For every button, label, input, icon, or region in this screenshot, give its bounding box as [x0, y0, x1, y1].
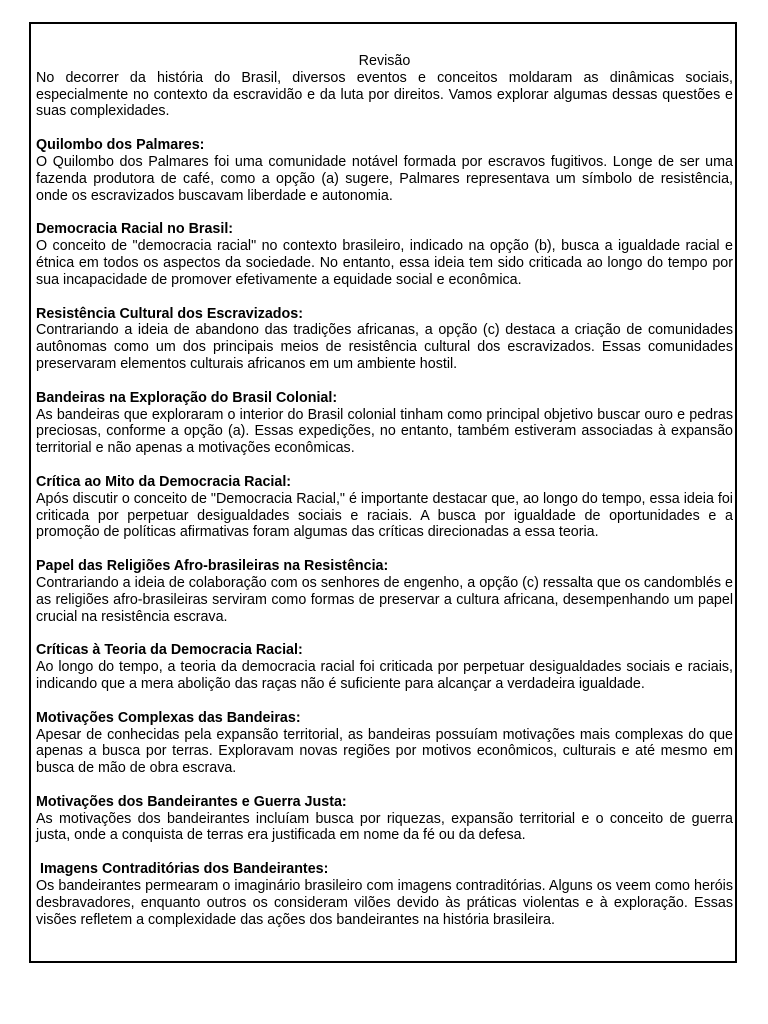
section-heading: Motivações Complexas das Bandeiras:	[36, 709, 301, 726]
section-body: Contrariando a ideia de colaboração com os senhores de engenho, a opção (c) ressalta que os candomblés e as religiões afro-brasileiras serviram como formas de preservar a cultura africana, desempenhando um papel crucial na resistência escrava.	[36, 574, 733, 625]
section-body: As motivações dos bandeirantes incluíam busca por riquezas, expansão territorial e o conceito de guerra justa, onde a conquista de terras era justificada em nome da fé ou da defesa.	[36, 810, 733, 844]
section-heading: Imagens Contraditórias dos Bandeirantes:	[36, 861, 329, 878]
section-body: Apesar de conhecidas pela expansão territorial, as bandeiras possuíam motivações mais complexas do que apenas a busca por terras. Exploravam novas regiões por motivos econômicos, culturais e até mesmo em busca de mão de obra escrava.	[36, 726, 733, 777]
section-heading: Papel das Religiões Afro-brasileiras na Resistência:	[36, 558, 389, 575]
section-heading: Críticas à Teoria da Democracia Racial:	[36, 642, 303, 659]
section-body: Após discutir o conceito de "Democracia Racial," é importante destacar que, ao longo do tempo, essa ideia foi criticada por perpetuar desigualdades sociais e raciais. A busca por igualdade de oportunidades e a promoção de políticas afirmativas foram algumas das críticas direcionadas a essa teoria.	[36, 490, 733, 541]
document-content	[36, 53, 733, 928]
section-religioes-afro	[36, 558, 733, 625]
section-heading: Resistência Cultural dos Escravizados:	[36, 305, 303, 322]
section-heading: Crítica ao Mito da Democracia Racial:	[36, 473, 292, 490]
section-body: As bandeiras que exploraram o interior do Brasil colonial tinham como principal objetivo buscar ouro e pedras preciosas, conforme a opção (a). Essas expedições, no entanto, também estiveram associadas à expansão territorial e não apenas a motivações econômicas.	[36, 406, 733, 457]
section-motivacoes-bandeiras	[36, 710, 733, 777]
section-body: Ao longo do tempo, a teoria da democracia racial foi criticada por perpetuar desigualdades sociais e raciais, indicando que a mera abolição das raças não é suficiente para alcançar a verdadeira igualdade.	[36, 659, 733, 692]
document-title: Revisão	[358, 53, 411, 69]
section-body: O Quilombo dos Palmares foi uma comunidade notável formada por escravos fugitivos. Longe de ser uma fazenda produtora de café, como a opção (a) sugere, Palmares representava um símbolo de resistência, onde os escravizados buscavam liberdade e autonomia.	[36, 153, 733, 204]
section-heading: Motivações dos Bandeirantes e Guerra Justa:	[36, 793, 347, 810]
section-body: O conceito de "democracia racial" no contexto brasileiro, indicado na opção (b), busca a igualdade racial e étnica em todos os aspectos da sociedade. No entanto, essa ideia tem sido criticada ao longo do tempo por sua incapacidade de promover efetivamente a equidade social e econômica.	[36, 238, 733, 288]
section-imagens-contraditorias	[36, 861, 733, 928]
section-heading: Quilombo dos Palmares:	[36, 137, 205, 154]
section-guerra-justa	[36, 794, 733, 844]
section-bandeiras-exploracao	[36, 390, 733, 457]
section-criticas-teoria	[36, 642, 733, 692]
section-critica-mito	[36, 474, 733, 541]
section-resistencia-cultural	[36, 306, 733, 373]
section-quilombo-palmares	[36, 137, 733, 204]
section-heading: Democracia Racial no Brasil:	[36, 221, 234, 238]
intro-paragraph: No decorrer da história do Brasil, diversos eventos e conceitos moldaram as dinâmicas sociais, especialmente no contexto da escravidão e da luta por direitos. Vamos explorar algumas dessas questões e suas complexidades.	[36, 69, 733, 120]
section-body: Contrariando a ideia de abandono das tradições africanas, a opção (c) destaca a criação de comunidades autônomas como um dos principais meios de resistência cultural dos escravizados. Essas comunidades preservaram elementos culturais africanos em um ambiente hostil.	[36, 322, 733, 372]
section-democracia-racial	[36, 221, 733, 288]
section-body: Os bandeirantes permearam o imaginário brasileiro com imagens contraditórias. Alguns os veem como heróis desbravadores, enquanto outros os consideram vilões devido às práticas violentas e à exploração. Essas visões refletem a complexidade das ações dos bandeirantes na história brasileira.	[36, 878, 733, 928]
section-heading: Bandeiras na Exploração do Brasil Colonial:	[36, 389, 338, 406]
